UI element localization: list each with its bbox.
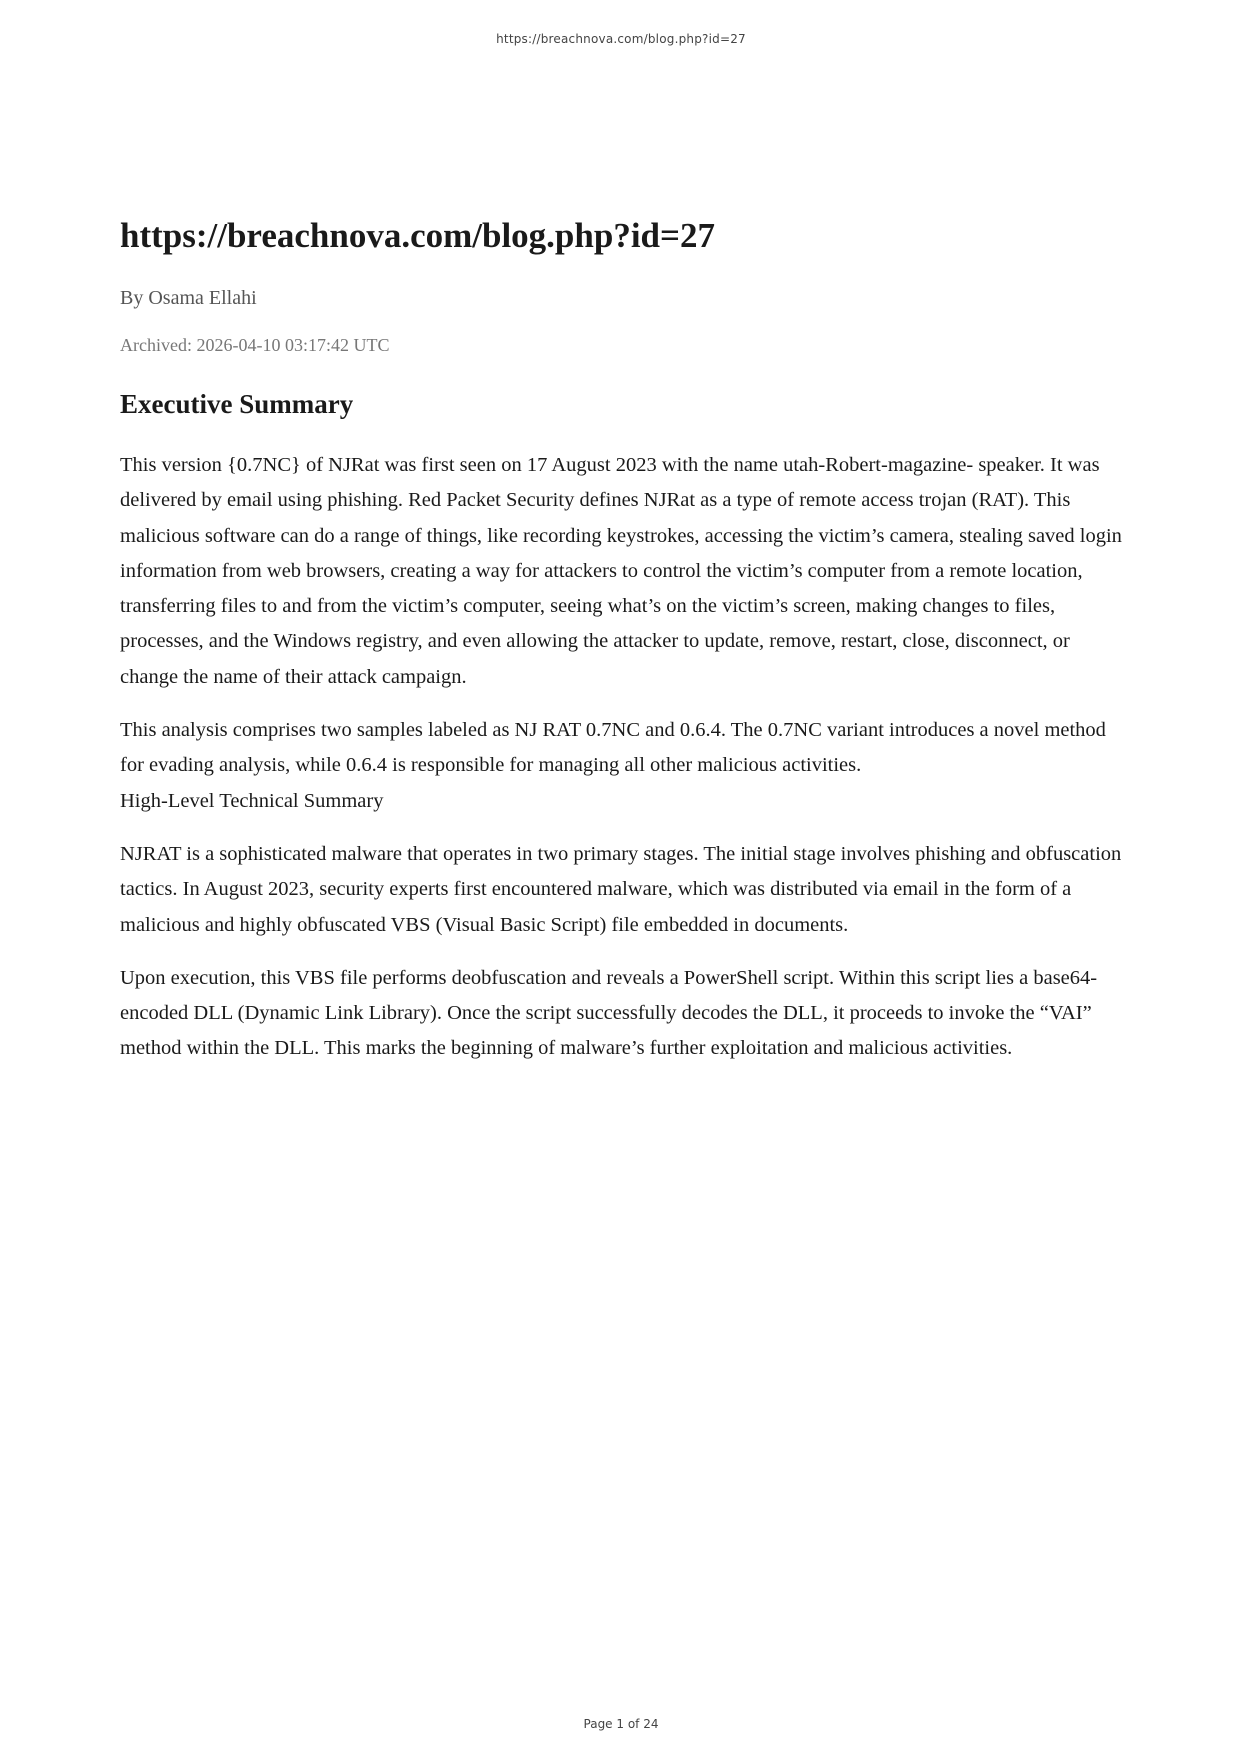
paragraph-two-stages: NJRAT is a sophisticated malware that operates in two primary stages. The initial stage involves phishing and obfuscation tactics. In August 2023, security experts first encountered malware, which was distributed via email in the form of a malicious and highly obfuscated VBS (Visual Basic Script) file embedded in documents. — [120, 842, 1122, 936]
page-title: https://breachnova.com/blog.php?id=27 — [120, 216, 715, 255]
article — [120, 212, 1130, 1067]
paragraph-njrat-overview: This version {0.7NC} of NJRat was first seen on 17 August 2023 with the name utah-Robert-magazine- speaker. It was delivered by email using phishing. Red Packet Security defines NJRat as a type of remote access trojan (RAT). This malicious software can do a range of things, like recording keystrokes, accessing the victim’s camera, stealing saved login information from web browsers, creating a way for attackers to control the victim’s computer from a remote location, transferring files to and from the victim’s computer, seeing what’s on the victim’s screen, making changes to files, processes, and the Windows registry, and even allowing the attacker to update, remove, restart, close, disconnect, or change the name of their attack campaign. — [120, 454, 1122, 688]
section-heading-executive-summary: Executive Summary — [120, 389, 354, 419]
author-byline: By Osama Ellahi — [120, 287, 257, 309]
subheading-technical-summary: High-Level Technical Summary — [120, 789, 384, 812]
paragraph-analysis-samples: This analysis comprises two samples labeled as NJ RAT 0.7NC and 0.6.4. The 0.7NC variant introduces a novel method for evading analysis, while 0.6.4 is responsible for managing all other malicious activities. — [120, 719, 1106, 777]
running-header-url: https://breachnova.com/blog.php?id=27 — [496, 32, 746, 46]
archived-timestamp: Archived: 2026-04-10 03:17:42 UTC — [120, 335, 390, 355]
paragraph-vbs-execution: Upon execution, this VBS file performs deobfuscation and reveals a PowerShell script. Within this script lies a base64-encoded DLL (Dynamic Link Library). Once the script successfully decodes the DLL, it proceeds to invoke the “VAI” method within the DLL. This marks the beginning of malware’s further exploitation and malicious activities. — [120, 966, 1098, 1060]
page-number: Page 1 of 24 — [583, 1717, 659, 1731]
